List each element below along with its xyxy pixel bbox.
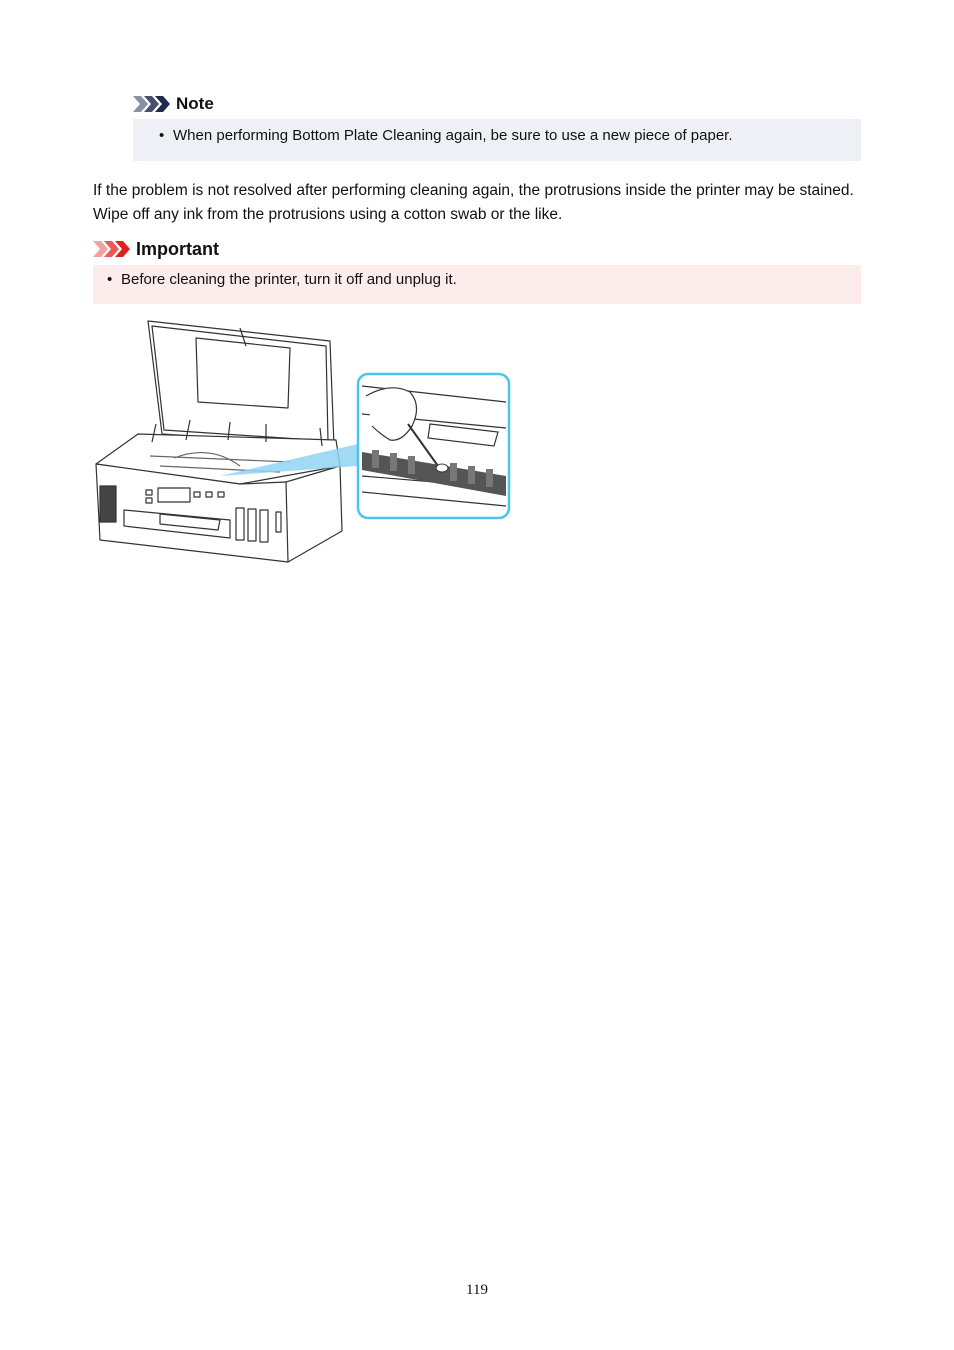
note-box — [133, 119, 861, 161]
page-number: 119 — [466, 1282, 488, 1298]
important-item-text: Before cleaning the printer, turn it off and unplug it. — [121, 271, 457, 288]
important-chevrons-icon — [93, 241, 131, 257]
important-label: Important — [136, 238, 219, 259]
note-label: Note — [176, 94, 214, 113]
note-item — [159, 127, 733, 144]
body-paragraph: If the problem is not resolved after performing cleaning again, the protrusions inside the printer may be stained. Wipe off any ink from the protrusions using a cotton swab or the like. — [93, 182, 854, 223]
important-header — [93, 237, 219, 261]
note-header — [133, 92, 214, 116]
note-item-text: When performing Bottom Plate Cleaning again, be sure to use a new piece of paper. — [173, 127, 733, 144]
bullet: • — [159, 127, 165, 144]
important-box — [93, 265, 861, 304]
printer-cleaning-illustration — [90, 316, 514, 568]
note-chevrons-icon — [133, 96, 171, 112]
important-item — [107, 271, 457, 288]
bullet: • — [107, 271, 113, 288]
